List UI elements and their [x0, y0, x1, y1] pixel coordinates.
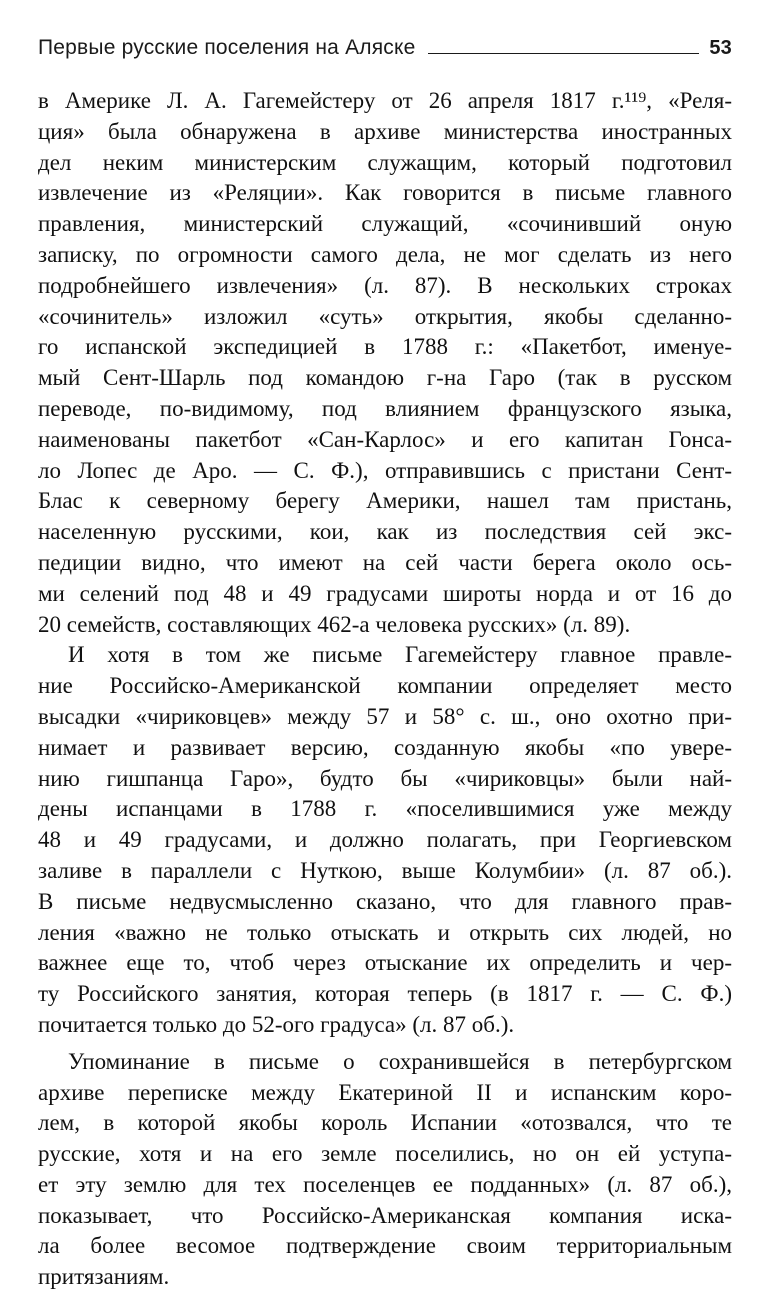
- text-line: подробнейшего извлечения» (л. 87). В нескольких строках: [38, 272, 732, 298]
- body-text: [38, 86, 732, 1293]
- text-line: ние Российско-Американской компании определяет место: [38, 673, 732, 699]
- header-rule: [428, 53, 700, 54]
- text-line: педиции видно, что имеют на сей части берега около ось-: [38, 549, 732, 575]
- text-line: Упоминание в письме о сохранившейся в петербургском: [68, 1048, 732, 1074]
- text-line: записку, по огромности самого дела, не мог сделать из него: [38, 241, 732, 267]
- text-line: притязаниям.: [38, 1264, 170, 1290]
- text-line: правления, министерский служащий, «сочинивший оную: [38, 211, 732, 237]
- page-number: 53: [709, 37, 732, 59]
- text-line: Блас к северному берегу Америки, нашел там пристань,: [38, 488, 732, 514]
- text-line: 48 и 49 градусами, и должно полагать, при Георгиевском: [38, 827, 732, 853]
- text-line: в Америке Л. А. Гагемейстеру от 26 апреля 1817 г.¹¹⁹, «Реля-: [38, 88, 732, 113]
- text-line: русские, хотя и на его земле поселились, но он ей уступа-: [38, 1141, 732, 1167]
- text-line: переводе, по-видимому, под влиянием французского языка,: [38, 395, 732, 421]
- text-line: почитается только до 52-ого градуса» (л. 87 об.).: [38, 1011, 515, 1037]
- text-line: дел неким министерским служащим, который подготовил: [38, 149, 732, 175]
- text-line: наименованы пакетбот «Сан-Карлос» и его капитан Гонса-: [38, 426, 732, 452]
- text-line: архиве переписке между Екатериной II и испанским коро-: [38, 1079, 732, 1105]
- text-line: лем, в которой якобы король Испании «отозвался, что те: [38, 1110, 732, 1136]
- text-line: ту Российского занятия, которая теперь (в 1817 г. — С. Ф.): [38, 981, 732, 1007]
- text-line: извлечение из «Реляции». Как говорится в письме главного: [38, 180, 732, 206]
- text-line: населенную русскими, кои, как из последствия сей экс-: [38, 519, 732, 545]
- text-line: го испанской экспедицией в 1788 г.: «Пакетбот, именуе-: [38, 334, 732, 360]
- text-line: ления «важно не только отыскать и открыть сих людей, но: [38, 919, 732, 945]
- text-line: дены испанцами в 1788 г. «поселившимися уже между: [38, 796, 732, 822]
- text-line: В письме недвусмысленно сказано, что для главного прав-: [38, 888, 732, 914]
- running-header: [38, 32, 732, 60]
- text-line: высадки «чириковцев» между 57 и 58° с. ш., оно охотно при-: [38, 703, 732, 729]
- text-line: 20 семейств, составляющих 462-а человека русских» (л. 89).: [38, 611, 631, 637]
- text-line: важнее еще то, чтоб через отыскание их определить и чер-: [38, 950, 732, 976]
- text-line: показывает, что Российско-Американская компания иска-: [38, 1202, 732, 1228]
- text-line: И хотя в том же письме Гагемейстеру главное правле-: [68, 642, 732, 668]
- text-line: ло Лопес де Аро. — С. Ф.), отправившись с пристани Сент-: [38, 457, 732, 483]
- text-line: ла более весомое подтверждение своим территориальным: [38, 1233, 732, 1259]
- text-line: мый Сент-Шарль под командою г-на Гаро (так в русском: [38, 365, 732, 391]
- text-line: ет эту землю для тех поселенцев ее подданных» (л. 87 об.),: [38, 1171, 732, 1197]
- text-line: нимает и развивает версию, созданную якобы «по уверe-: [38, 734, 732, 760]
- paragraph: [38, 1047, 732, 1293]
- text-line: «сочинитель» изложил «суть» открытия, якобы сделанно-: [38, 303, 732, 329]
- running-title: Первые русские поселения на Аляске: [38, 36, 416, 59]
- text-line: ми селений под 48 и 49 градусами широты норда и от 16 до: [38, 580, 732, 606]
- paragraph: [38, 86, 732, 640]
- text-line: заливе в параллели с Нуткою, выше Колумбии» (л. 87 об.).: [38, 857, 732, 883]
- text-line: нию гишпанца Гаро», будто бы «чириковцы» были най-: [38, 765, 732, 791]
- text-line: ция» была обнаружена в архиве министерства иностранных: [38, 118, 732, 144]
- paragraph: [38, 640, 732, 1040]
